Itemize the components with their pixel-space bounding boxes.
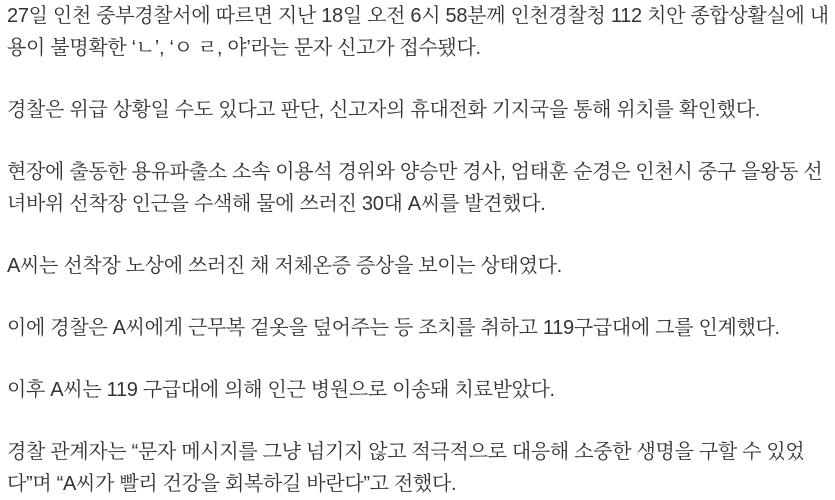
article-paragraph: 경찰 관계자는 “문자 메시지를 그냥 넘기지 않고 적극적으로 대응해 소중한 생명을 구할 수 있었다”며 “A씨가 빨리 건강을 회복하길 바란다”고 전했다.: [7, 441, 805, 495]
article-paragraph: 27일 인천 중부경찰서에 따르면 지난 18일 오전 6시 58분께 인천경찰청 112 치안 종합상활실에 내용이 불명확한 ‘ㄴ’, ‘ㅇ ㄹ, 야’라는 문자 신고가 접수됐다.: [7, 5, 829, 59]
article-paragraph: A씨는 선착장 노상에 쓰러진 채 저체온증 증상을 보이는 상태였다.: [7, 255, 562, 277]
article-paragraph: 현장에 출동한 용유파출소 소속 이용석 경위와 양승만 경사, 엄태훈 순경은 인천시 중구 을왕동 선녀바위 선착장 인근을 수색해 물에 쓰러진 30대 A씨를 발견했다.: [7, 161, 823, 215]
article-paragraph: 이에 경찰은 A씨에게 근무복 겉옷을 덮어주는 등 조치를 취하고 119구급대에 그를 인계했다.: [7, 317, 780, 339]
article-paragraph: 이후 A씨는 119 구급대에 의해 인근 병원으로 이송돼 치료받았다.: [7, 379, 555, 401]
article-paragraph: 경찰은 위급 상황일 수도 있다고 판단, 신고자의 휴대전화 기지국을 통해 위치를 확인했다.: [7, 99, 761, 121]
